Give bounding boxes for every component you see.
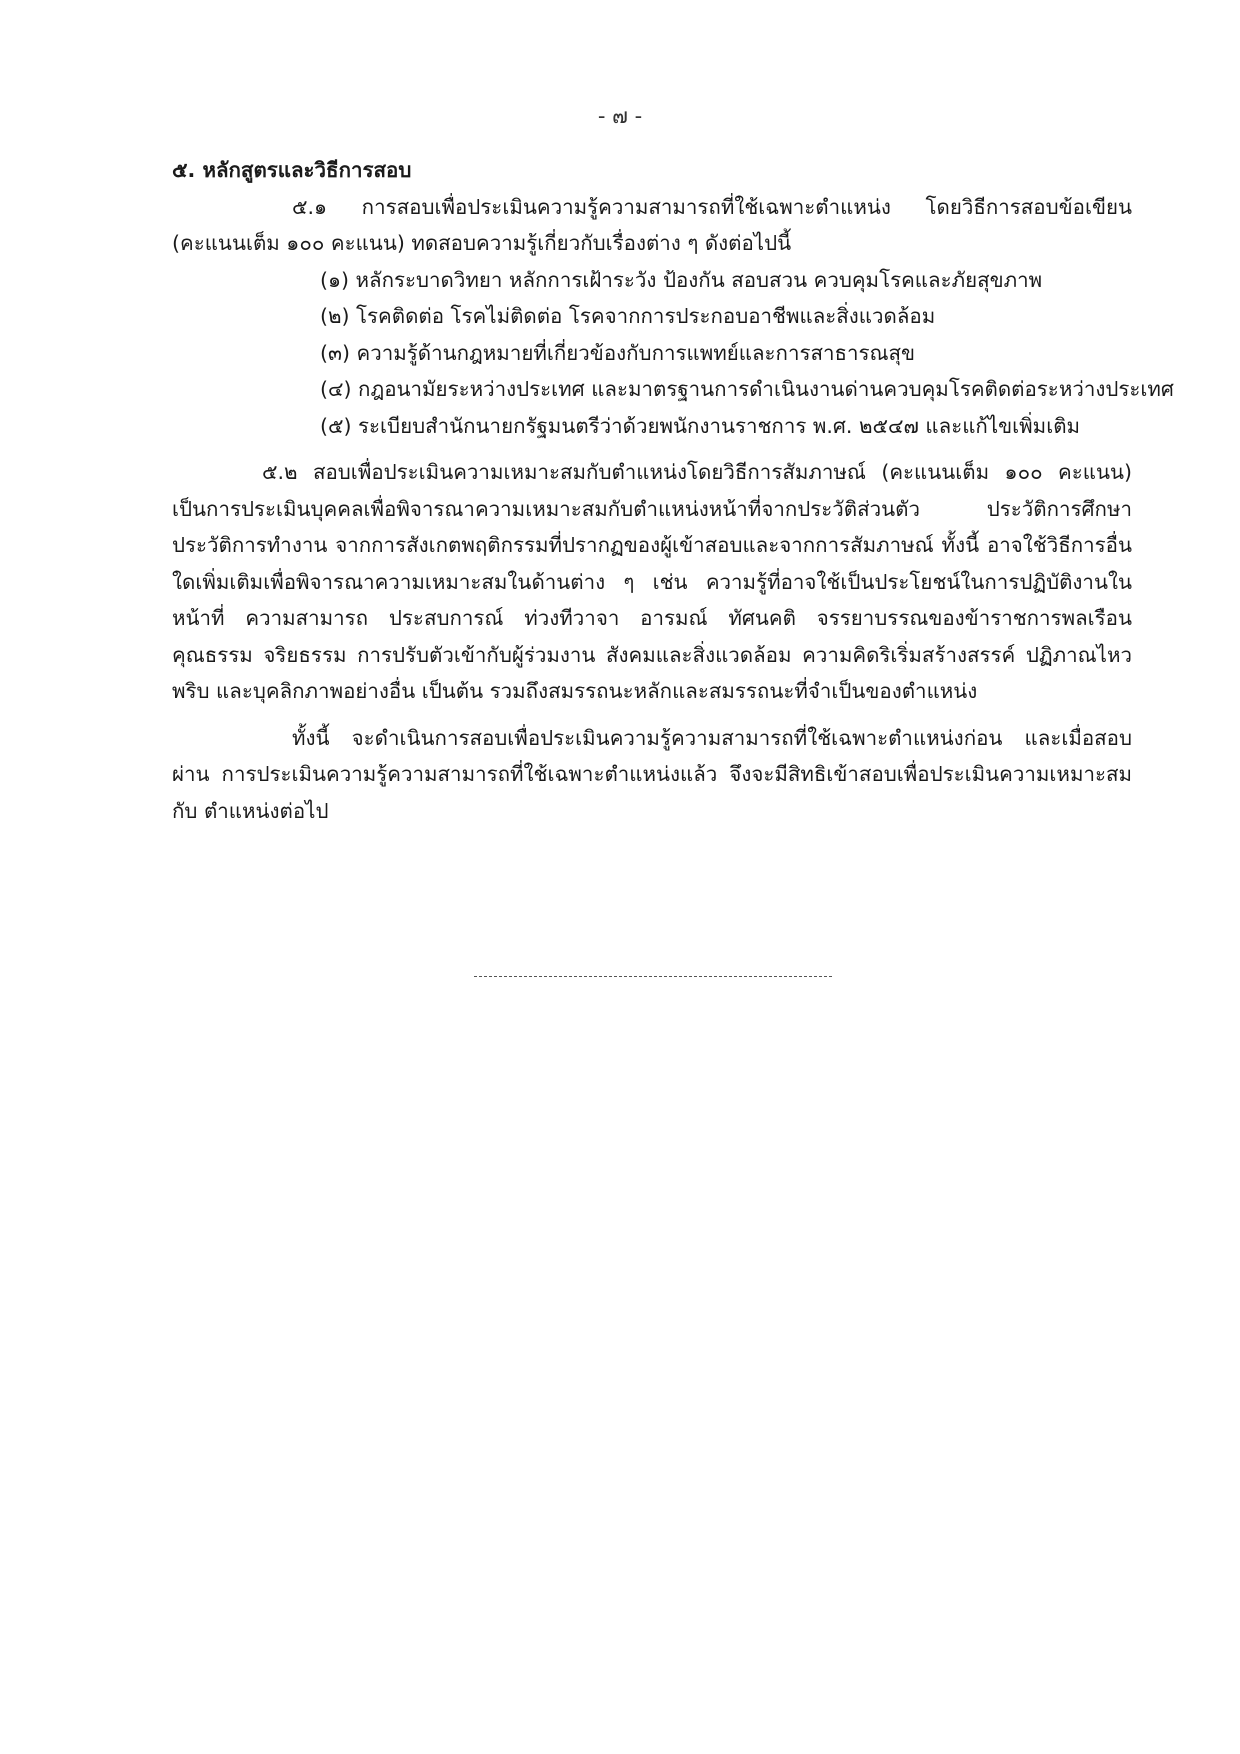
exam-topics-list [172,262,1174,445]
end-of-document-rule [474,976,832,977]
spacer [172,444,1132,454]
section-heading: ๕. หลักสูตรและวิธีการสอบ [172,158,412,182]
paragraph-5-2: ๕.๒ สอบเพื่อประเมินความเหมาะสมกับตำแหน่งโดยวิธีการสัมภาษณ์ (คะแนนเต็ม ๑๐๐ คะแนน) เป็นการประเมินบุคคลเพื่อพิจารณาความเหมาะสมกับตำแหน่งหน้าที่จากประวัติส่วนตัว ประวัติการศึกษา ประวัติการทำงาน จากการสังเกตพฤติกรรมที่ปรากฏของผู้เข้าสอบและจากการสัมภาษณ์ ทั้งนี้ อาจใช้วิธีการอื่นใดเพิ่มเติมเพื่อพิจารณาความเหมาะสมในด้านต่าง ๆ เช่น ความรู้ที่อาจใช้เป็นประโยชน์ในการปฏิบัติงานในหน้าที่ ความสามารถ ประสบการณ์ ท่วงทีวาจา อารมณ์ ทัศนคติ จรรยาบรรณของข้าราชการพลเรือน คุณธรรม จริยธรรม การปรับตัวเข้ากับผู้ร่วมงาน สังคมและสิ่งแวดล้อม ความคิดริเริ่มสร้างสรรค์ ปฏิภาณไหวพริบ และบุคลิกภาพอย่างอื่น เป็นต้น รวมถึงสมรรถนะหลักและสมรรถนะที่จำเป็นของตำแหน่ง [172,460,1132,703]
list-item: (๑) หลักระบาดวิทยา หลักการเฝ้าระวัง ป้องกัน สอบสวน ควบคุมโรคและภัยสุขภาพ [320,267,1043,292]
list-item: (๕) ระเบียบสำนักนายกรัฐมนตรีว่าด้วยพนักงานราชการ พ.ศ. ๒๕๔๗ และแก้ไขเพิ่มเติม [320,413,1081,438]
document-body [172,152,1174,829]
spacer [172,710,1132,720]
list-item: (๔) กฎอนามัยระหว่างประเทศ และมาตรฐานการดำเนินงานด่านควบคุมโรคติดต่อระหว่างประเทศ [320,377,1174,401]
page-number: - ๗ - [597,104,643,128]
list-item: (๓) ความรู้ด้านกฎหมายที่เกี่ยวข้องกับการแพทย์และการสาธารณสุข [320,340,916,365]
paragraph-5-1: ๕.๑ การสอบเพื่อประเมินความรู้ความสามารถที่ใช้เฉพาะตำแหน่ง โดยวิธีการสอบข้อเขียน (คะแนนเต็ม ๑๐๐ คะแนน) ทดสอบความรู้เกี่ยวกับเรื่องต่าง ๆ ดังต่อไปนี้ [172,194,1132,255]
closing-paragraph: ทั้งนี้ จะดำเนินการสอบเพื่อประเมินความรู้ความสามารถที่ใช้เฉพาะตำแหน่งก่อน และเมื่อสอบผ่าน การประเมินความรู้ความสามารถที่ใช้เฉพาะตำแหน่งแล้ว จึงจะมีสิทธิเข้าสอบเพื่อประเมินความเหมาะสมกับ ตำแหน่งต่อไป [172,725,1132,823]
list-item: (๒) โรคติดต่อ โรคไม่ติดต่อ โรคจากการประกอบอาชีพและสิ่งแวดล้อม [320,304,936,328]
